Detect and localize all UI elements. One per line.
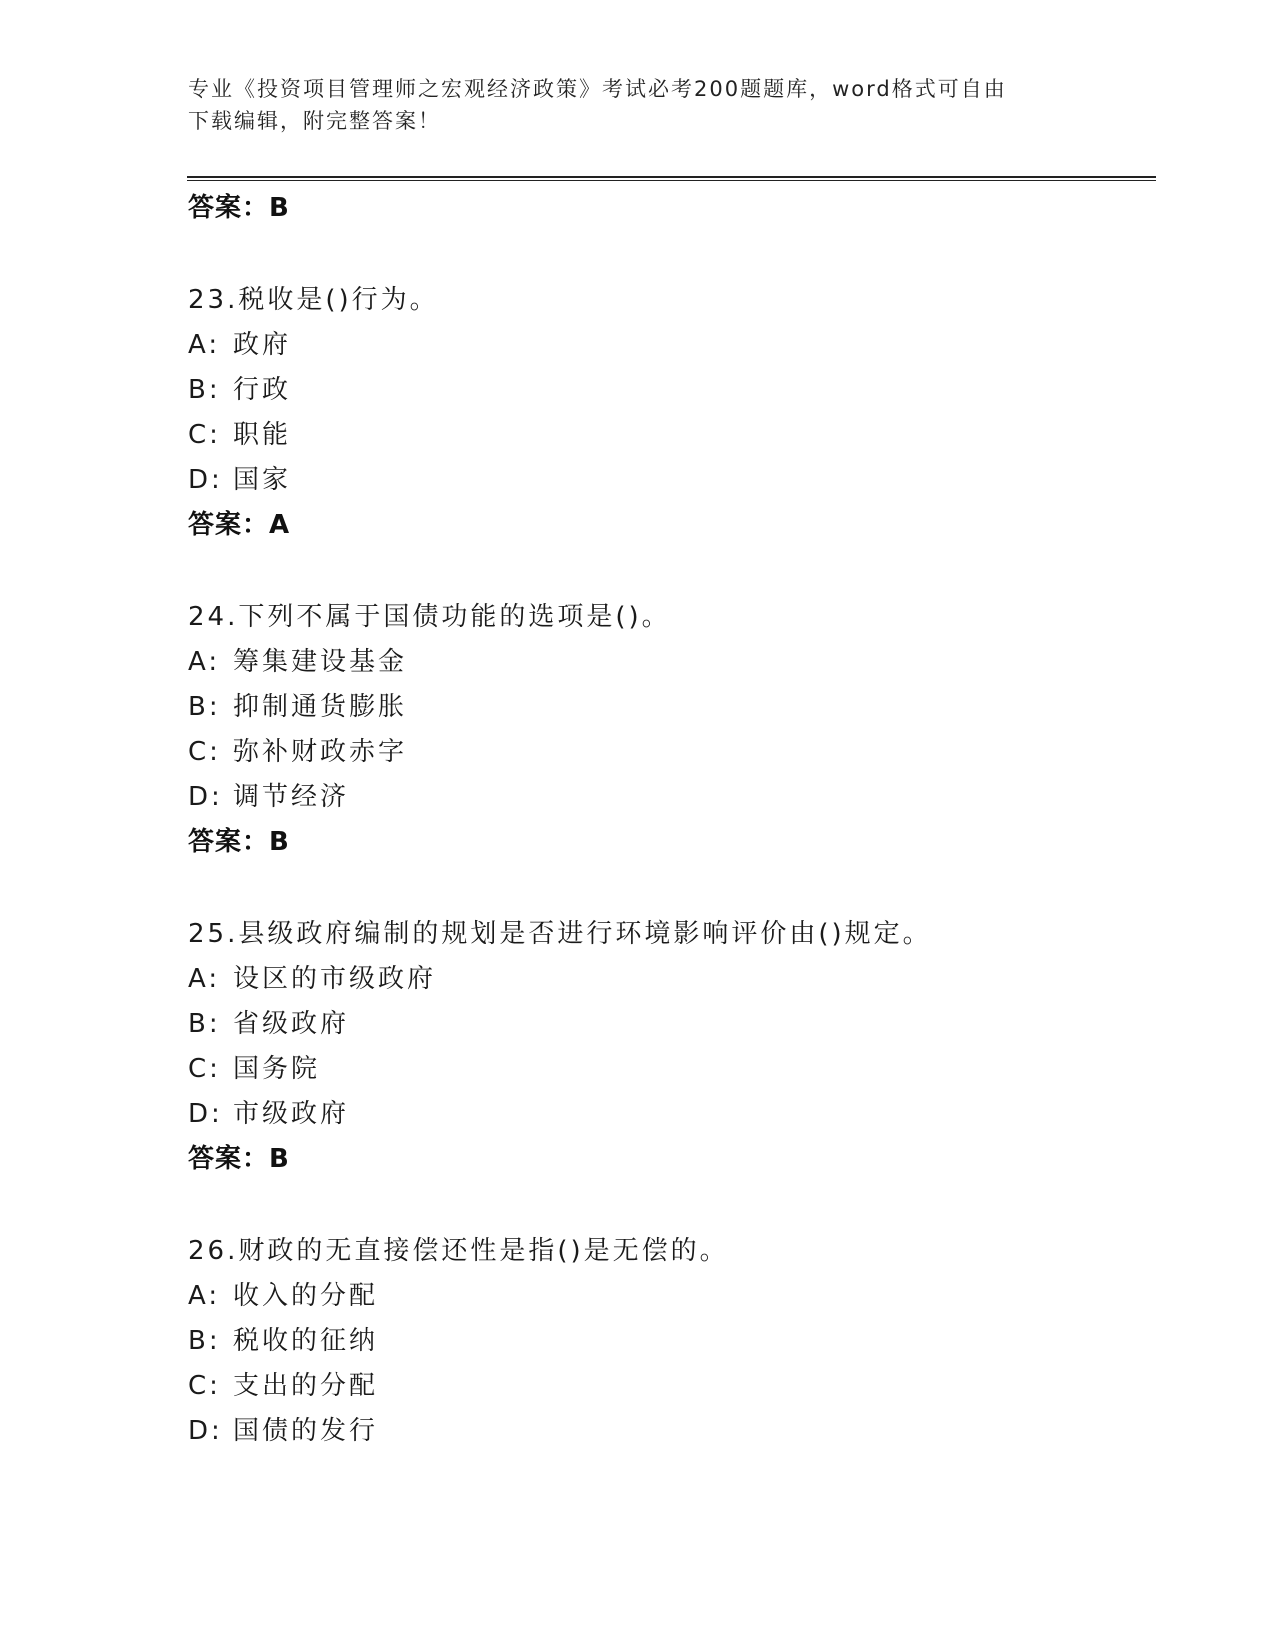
option-letter: A: — [188, 964, 221, 994]
question-text: 26.财政的无直接偿还性是指()是无偿的。 — [188, 1236, 729, 1266]
option-b — [188, 1002, 1148, 1047]
header-divider — [187, 176, 1156, 181]
option-a — [188, 1274, 1148, 1319]
option-text: 抑制通货膨胀 — [233, 692, 408, 722]
document-header — [188, 73, 1088, 137]
option-letter: A: — [188, 1281, 221, 1311]
option-letter: D: — [188, 1416, 223, 1446]
option-letter: B: — [188, 692, 221, 722]
option-letter: D: — [188, 782, 223, 812]
question-block — [188, 1229, 1148, 1454]
option-text: 市级政府 — [233, 1099, 350, 1129]
question-block — [188, 278, 1148, 548]
option-text: 弥补财政赤字 — [233, 737, 408, 767]
option-text: 设区的市级政府 — [233, 964, 437, 994]
option-text: 调节经济 — [233, 782, 350, 812]
option-text: 政府 — [233, 330, 292, 360]
option-text: 筹集建设基金 — [233, 647, 408, 677]
spacer — [188, 548, 1148, 595]
option-c — [188, 1364, 1148, 1409]
question-text: 24.下列不属于国债功能的选项是()。 — [188, 602, 671, 632]
option-a — [188, 323, 1148, 368]
header-line-2: 下载编辑，附完整答案！ — [188, 109, 441, 133]
option-letter: A: — [188, 647, 221, 677]
option-text: 省级政府 — [233, 1009, 350, 1039]
option-b — [188, 368, 1148, 413]
option-letter: C: — [188, 420, 221, 450]
option-b — [188, 1319, 1148, 1364]
option-letter: B: — [188, 1326, 221, 1356]
option-text: 行政 — [233, 375, 292, 405]
option-a — [188, 957, 1148, 1002]
header-line-1: 专业《投资项目管理师之宏观经济政策》考试必考200题题库，word格式可自由 — [188, 77, 1007, 101]
question-text: 25.县级政府编制的规划是否进行环境影响评价由()规定。 — [188, 919, 932, 949]
answer-line: 答案：B — [188, 827, 290, 857]
option-text: 国务院 — [233, 1054, 321, 1084]
answer-line: 答案：B — [188, 1144, 290, 1174]
option-d — [188, 458, 1148, 503]
option-letter: C: — [188, 1054, 221, 1084]
option-letter: C: — [188, 737, 221, 767]
option-text: 税收的征纳 — [233, 1326, 379, 1356]
option-letter: A: — [188, 330, 221, 360]
answer-line: 答案：A — [188, 510, 291, 540]
option-text: 收入的分配 — [233, 1281, 379, 1311]
option-c — [188, 413, 1148, 458]
spacer — [188, 1182, 1148, 1229]
option-letter: C: — [188, 1371, 221, 1401]
option-text: 支出的分配 — [233, 1371, 379, 1401]
spacer — [188, 865, 1148, 912]
option-d — [188, 1409, 1148, 1454]
option-c — [188, 1047, 1148, 1092]
question-block — [188, 595, 1148, 865]
option-d — [188, 1092, 1148, 1137]
option-text: 国债的发行 — [233, 1416, 379, 1446]
question-block — [188, 912, 1148, 1182]
option-a — [188, 640, 1148, 685]
option-b — [188, 685, 1148, 730]
option-d — [188, 775, 1148, 820]
question-list — [188, 186, 1148, 1454]
option-letter: D: — [188, 465, 223, 495]
spacer — [188, 231, 1148, 278]
option-c — [188, 730, 1148, 775]
option-letter: B: — [188, 375, 221, 405]
option-letter: B: — [188, 1009, 221, 1039]
option-text: 国家 — [233, 465, 292, 495]
option-letter: D: — [188, 1099, 223, 1129]
answer-line: 答案：B — [188, 193, 290, 223]
question-text: 23.税收是()行为。 — [188, 285, 439, 315]
option-text: 职能 — [233, 420, 292, 450]
